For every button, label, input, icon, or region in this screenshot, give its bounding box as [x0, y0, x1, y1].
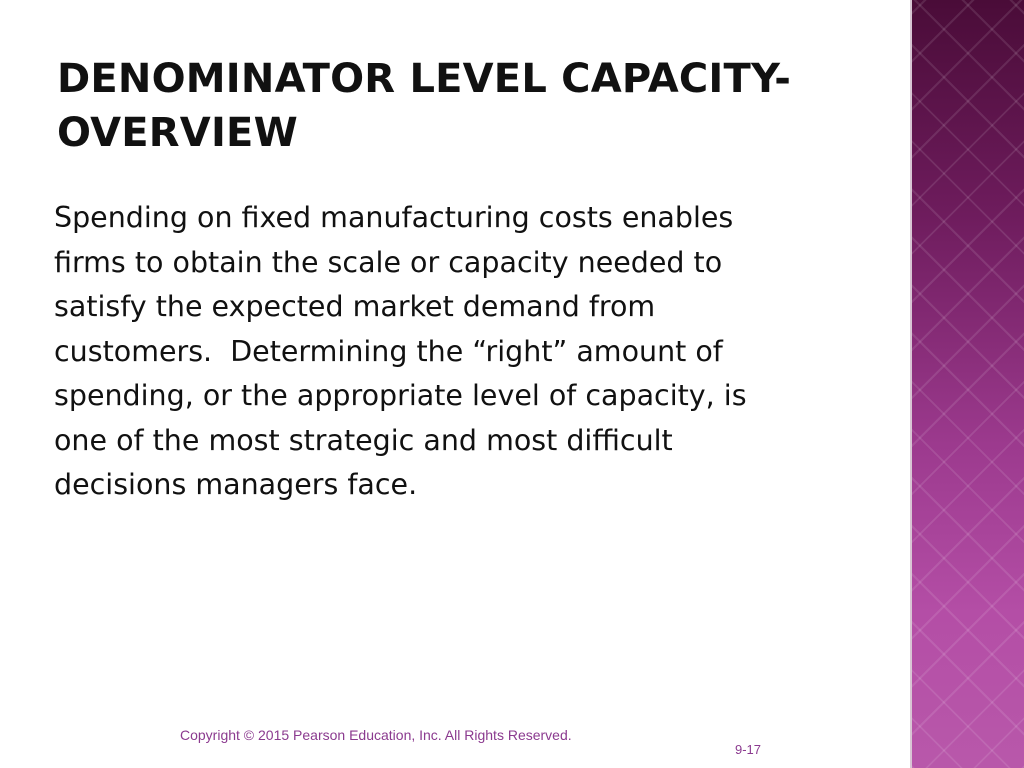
- body-line-5: spending, or the appropriate level of capacity, is: [54, 379, 747, 412]
- slide-body: [54, 196, 884, 508]
- slide-title-line-2: OVERVIEW: [57, 110, 298, 156]
- body-line-6: one of the most strategic and most difficult: [54, 423, 673, 457]
- body-line-3: satisfy the expected market demand from: [54, 290, 656, 323]
- body-line-4: customers. Determining the “right” amount of: [54, 334, 723, 368]
- body-line-1: Spending on fixed manufacturing costs enables: [54, 201, 734, 234]
- decorative-side-band: [912, 0, 1024, 768]
- copyright-notice: Copyright © 2015 Pearson Education, Inc. All Rights Reserved.: [180, 727, 572, 743]
- slide-title-line-1: DENOMINATOR LEVEL CAPACITY-: [57, 56, 792, 102]
- body-line-2: firms to obtain the scale or capacity needed to: [54, 245, 723, 279]
- slide-title: [57, 52, 897, 160]
- page-number: 9-17: [735, 742, 762, 757]
- body-line-7: decisions managers face.: [54, 468, 418, 501]
